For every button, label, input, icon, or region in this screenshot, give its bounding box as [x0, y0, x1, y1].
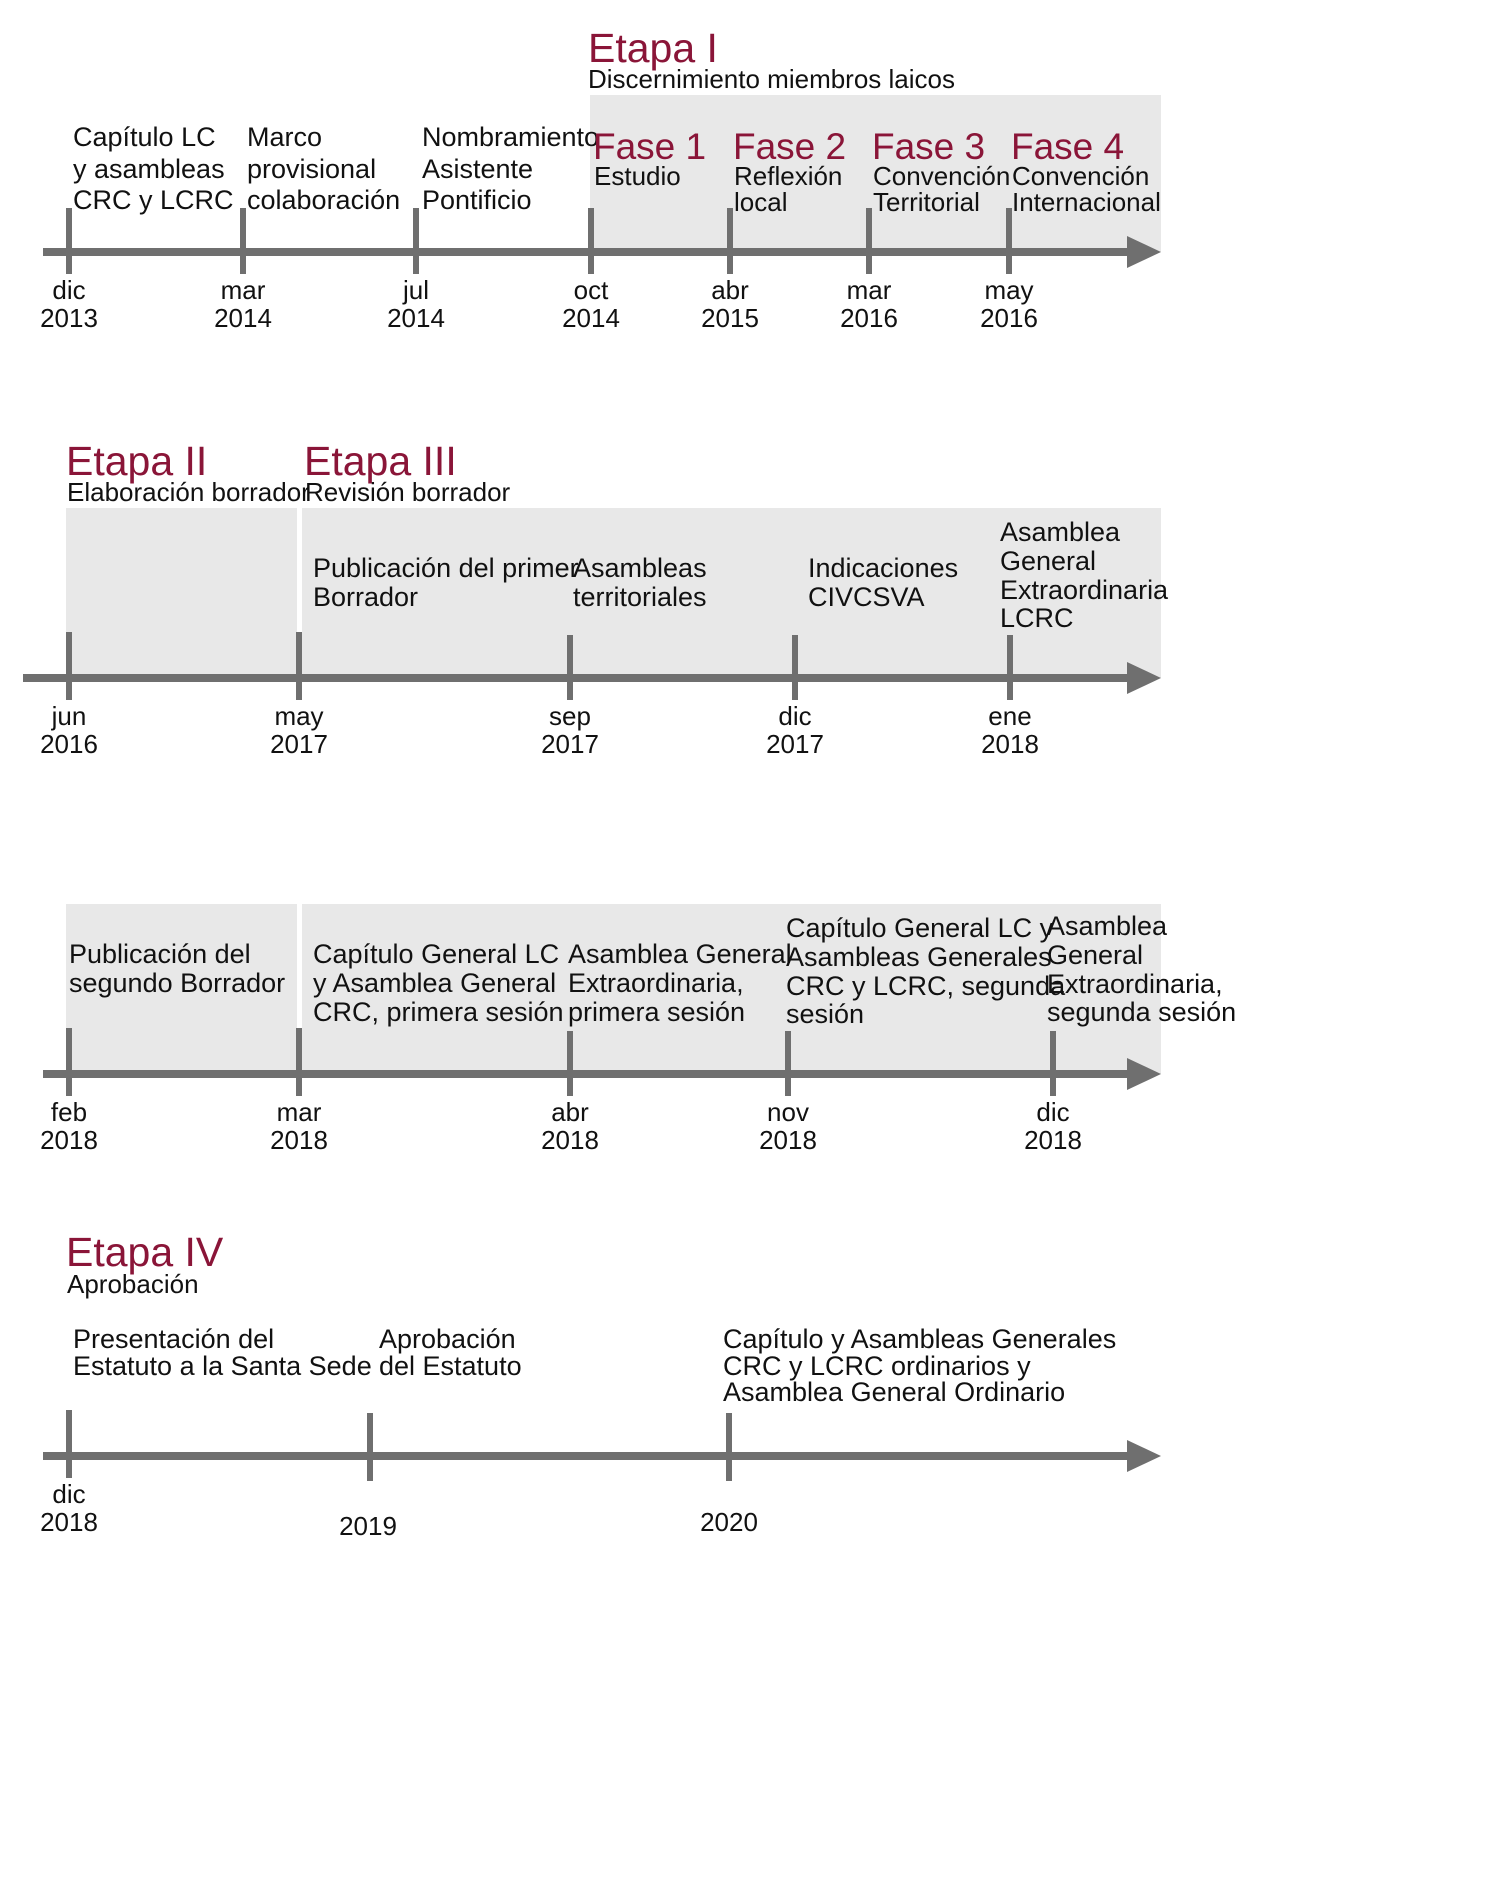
event-label-line: Asamblea	[1047, 911, 1168, 941]
tick-year: 2018	[541, 1125, 599, 1155]
stage-title: Etapa II	[66, 438, 208, 484]
phase-title: Fase 4	[1011, 126, 1125, 167]
tick-year: 2018	[270, 1125, 328, 1155]
phase-title: Fase 3	[872, 126, 986, 167]
event-label-line: CRC y LCRC, segunda	[786, 971, 1066, 1001]
event-label-line: Asamblea General	[568, 939, 792, 969]
stage-subtitle: Elaboración borrador	[67, 477, 310, 507]
tick-month: oct	[573, 275, 609, 305]
event-label-line: CIVCSVA	[808, 582, 925, 612]
event-label-line: Capítulo General LC y	[786, 913, 1054, 943]
event-label-line: Aprobación	[379, 1324, 516, 1354]
timeline-row-3	[40, 904, 1236, 1155]
tick-year: 2013	[40, 303, 98, 333]
event-label-line: Extraordinaria,	[568, 968, 744, 998]
stage-title: Etapa IV	[66, 1229, 224, 1275]
event-label-line: segunda sesión	[1047, 997, 1237, 1027]
event-label-line: y asambleas	[73, 154, 225, 184]
event-label-line: Capítulo General LC	[313, 939, 560, 969]
phase-title: Fase 2	[733, 126, 847, 167]
tick-year: 2020	[700, 1507, 758, 1537]
phase-desc-line: local	[734, 187, 788, 217]
tick-month: abr	[711, 275, 749, 305]
tick-year: 2018	[40, 1125, 98, 1155]
event-label-line: CRC y LCRC	[73, 185, 234, 215]
phase-desc-line: Estudio	[594, 161, 681, 191]
tick-year: 2016	[840, 303, 898, 333]
tick-month: dic	[52, 275, 86, 305]
event-label-line: Capítulo y Asambleas Generales	[723, 1324, 1117, 1354]
tick-month: dic	[52, 1479, 86, 1509]
event-label-line: Asambleas Generales	[786, 942, 1052, 972]
tick-year: 2018	[981, 729, 1039, 759]
phase-desc-line: Reflexión	[734, 161, 843, 191]
event-label-line: y Asamblea General	[313, 968, 557, 998]
tick-month: mar	[220, 275, 266, 305]
stage-title: Etapa I	[588, 25, 718, 71]
event-label-line: CRC y LCRC ordinarios y	[723, 1351, 1031, 1381]
stage-band	[66, 508, 297, 678]
tick-month: abr	[551, 1097, 589, 1127]
stage-title: Etapa III	[304, 438, 457, 484]
tick-year: 2014	[387, 303, 445, 333]
event-label-line: sesión	[786, 999, 865, 1029]
tick-year: 2019	[339, 1511, 397, 1541]
event-label-line: Asamblea	[1000, 517, 1121, 547]
event-label-line: primera sesión	[568, 997, 746, 1027]
timeline-row-2	[23, 438, 1169, 759]
event-label-line: Asamblea General Ordinario	[723, 1377, 1066, 1407]
tick-month: jul	[402, 275, 430, 305]
stage-subtitle: Revisión borrador	[305, 477, 511, 507]
tick-year: 2017	[270, 729, 328, 759]
tick-month: mar	[846, 275, 892, 305]
event-label-line: Nombramiento	[422, 122, 600, 152]
event-label-line: Estatuto a la Santa Sede	[73, 1351, 372, 1381]
tick-month: may	[984, 275, 1034, 305]
timeline-row-4	[40, 1229, 1161, 1541]
event-label-line: Marco	[247, 122, 323, 152]
tick-year: 2017	[541, 729, 599, 759]
event-label-line: General	[1000, 546, 1097, 576]
timeline-row-1	[40, 25, 1161, 333]
event-label-line: Indicaciones	[808, 553, 959, 583]
event-label-line: provisional	[247, 154, 377, 184]
tick-year: 2018	[40, 1507, 98, 1537]
event-label-line: colaboración	[247, 185, 401, 215]
tick-month: dic	[778, 701, 812, 731]
event-label-line: Publicación del primer	[313, 553, 579, 583]
tick-month: mar	[276, 1097, 322, 1127]
tick-year: 2018	[1024, 1125, 1082, 1155]
stage-subtitle: Discernimiento miembros laicos	[588, 64, 955, 94]
event-label-line: General	[1047, 940, 1144, 970]
event-label-line: Publicación del	[69, 939, 251, 969]
phase-desc-line: Convención	[1012, 161, 1150, 191]
tick-month: nov	[767, 1097, 809, 1127]
tick-month: sep	[549, 701, 591, 731]
event-label-line: Pontificio	[422, 185, 532, 215]
tick-month: may	[274, 701, 324, 731]
phase-title: Fase 1	[593, 126, 707, 167]
phase-desc-line: Territorial	[873, 187, 980, 217]
tick-year: 2018	[759, 1125, 817, 1155]
event-label-line: Extraordinaria,	[1047, 969, 1223, 999]
event-label-line: Capítulo LC	[73, 122, 216, 152]
event-label-line: Borrador	[313, 582, 419, 612]
event-label-line: territoriales	[573, 582, 707, 612]
tick-year: 2014	[562, 303, 620, 333]
tick-year: 2016	[40, 729, 98, 759]
axis-arrowhead	[1127, 1440, 1161, 1472]
tick-year: 2017	[766, 729, 824, 759]
event-label-line: del Estatuto	[379, 1351, 522, 1381]
stage-subtitle: Aprobación	[67, 1269, 199, 1299]
tick-month: dic	[1036, 1097, 1070, 1127]
tick-year: 2014	[214, 303, 272, 333]
tick-month: ene	[988, 701, 1032, 731]
phase-desc-line: Internacional	[1012, 187, 1161, 217]
event-label-line: segundo Borrador	[69, 968, 286, 998]
tick-month: feb	[50, 1097, 88, 1127]
event-label-line: CRC, primera sesión	[313, 997, 564, 1027]
tick-year: 2015	[701, 303, 759, 333]
tick-year: 2016	[980, 303, 1038, 333]
event-label-line: Presentación del	[73, 1324, 275, 1354]
event-label-line: Extraordinaria	[1000, 575, 1169, 605]
event-label-line: LCRC	[1000, 603, 1074, 633]
tick-month: jun	[51, 701, 87, 731]
event-label-line: Asambleas	[573, 553, 707, 583]
event-label-line: Asistente	[422, 154, 534, 184]
phase-desc-line: Convención	[873, 161, 1011, 191]
